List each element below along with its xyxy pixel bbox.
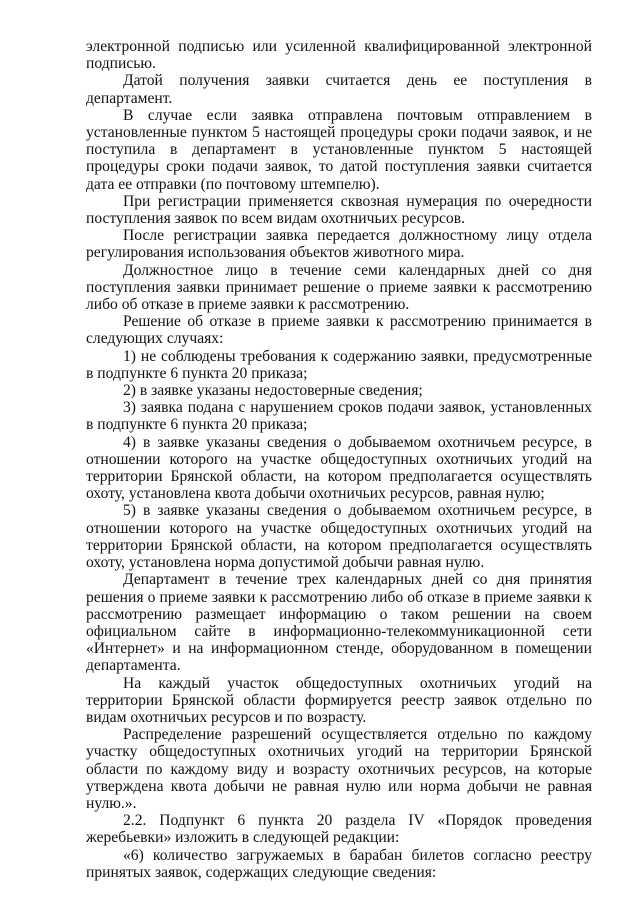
document-body (86, 38, 592, 881)
paragraph-department-publication: Департамент в течение трех календарных дней со дня принятия решения о приеме заявки к рассмотрению либо об отказе в приеме заявки к рассмотрению размещает информацию о таком решении на своем официальном сайте в информационно-телекоммуникационной сети «Интернет» и на информационном стенде, оборудованном в помещении департамента. (86, 571, 592, 675)
paragraph-subitem-6: «6) количество загружаемых в барабан билетов согласно реестру принятых заявок, содержащих следующие сведения: (86, 846, 592, 881)
paragraph-transfer-to-official: После регистрации заявка передается должностному лицу отдела регулирования использования объектов животного мира. (86, 227, 592, 262)
list-item-2: 2) в заявке указаны недостоверные сведения; (123, 382, 423, 400)
paragraph-registry-formation: На каждый участок общедоступных охотничьих угодий на территории Брянской области формируется реестр заявок отдельно по видам охотничьих ресурсов и по возрасту. (86, 674, 592, 726)
paragraph-registration-numbering: При регистрации применяется сквозная нумерация по очередности поступления заявок по всем видам охотничьих ресурсов. (86, 192, 592, 228)
list-item-3: 3) заявка подана с нарушением сроков подачи заявок, установленных в подпункте 6 пункта 20 приказа; (86, 399, 592, 434)
list-item-5: 5) в заявке указаны сведения о добываемом охотничьем ресурсе, в отношении которого на участке общедоступных охотничьих угодий на территории Брянской области, на котором предполагается осуществлять охоту, установлена норма допустимой добычи равная нулю. (86, 502, 592, 572)
paragraph-amendment-2-2: 2.2. Подпункт 6 пункта 20 раздела IV «Порядок проведения жеребьевки» изложить в следующей редакции: (86, 812, 592, 847)
paragraph-official-decision: Должностное лицо в течение семи календарных дней со дня поступления заявки принимает решение о приеме заявки к рассмотрению либо об отказе в приеме заявки к рассмотрению. (86, 261, 592, 314)
paragraph-refusal-cases: Решение об отказе в приеме заявки к рассмотрению принимается в следующих случаях: (86, 313, 592, 348)
list-item-4: 4) в заявке указаны сведения о добываемом охотничьем ресурсе, в отношении которого на участке общедоступных охотничьих угодий на территории Брянской области, на котором предполагается осуществлять охоту, установлена квота добычи охотничьих ресурсов, равная нулю; (86, 433, 592, 503)
paragraph-permit-distribution: Распределение разрешений осуществляется отдельно по каждому участку общедоступных охотничьих угодий на территории Брянской области по каждому виду и возрасту охотничьих ресурсов, на которые утверждена квота добычи не равная нулю или норма добычи не равная нулю.». (86, 726, 592, 812)
list-item-1: 1) не соблюдены требования к содержанию заявки, предусмотренные в подпункте 6 пункта 20 приказа; (86, 347, 592, 382)
paragraph-receipt-date: Датой получения заявки считается день ее поступления в департамент. (86, 72, 592, 107)
paragraph-postal-submission: В случае если заявка отправлена почтовым отправлением в установленные пунктом 5 настоящей процедуры сроки подачи заявок, и не поступила в департамент в установленные пунктом 5 настоящей процедуры сроки подачи заявок, то датой поступления заявки считается дата ее отправки (по почтовому штемпелю). (86, 106, 592, 193)
paragraph-continuation: электронной подписью или усиленной квалифицированной электронной подписью. (86, 38, 592, 73)
